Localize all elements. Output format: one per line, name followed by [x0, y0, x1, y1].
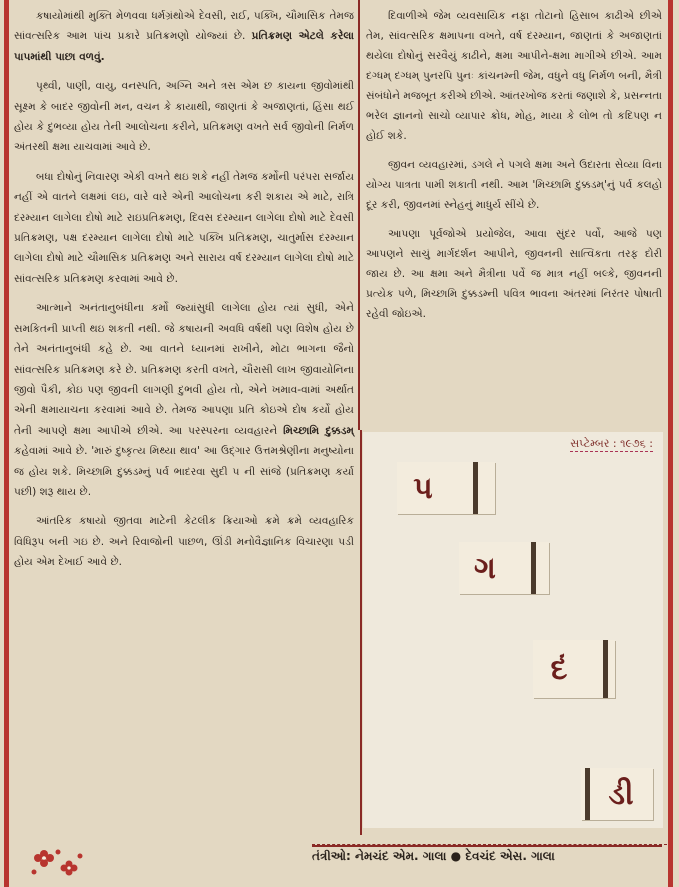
title-letter-1: પ	[413, 470, 433, 506]
right-column	[366, 6, 662, 333]
paragraph-3: બધા દોષોનું નિવારણ એકી વખતે થઇ શકે નહીં તેમજ કર્મોની પરંપરા સર્જાય નહીં એ વાતને લક્ષમાં લઇ, વારે વારે એની આલોચના કરી શકાય એ માટે, રાત્રિ દરમ્યાન લાગેલા દોષો માટે રાઇપ્રતિક્રમણ, દિવસ દરમ્યાન લાગેલા દોષો માટે દેવસી પ્રતિક્રમણ, પક્ષ દરમ્યાન લાગેલા દોષો માટે પક્ખિ પ્રતિક્રમણ, ચાતુર્માસ દરમ્યાન લાગેલા દોષો માટે ચૌમાસિક પ્રતિક્રમણ અને સારાય વર્ષ દરમ્યાન લાગેલા દોષો માટે સાંવત્સરિક પ્રતિક્રમણ કરવામાં આવે છે.	[14, 170, 354, 285]
paragraph-1	[14, 6, 354, 67]
paragraph-4-text-b: કહેવામાં આવે છે. 'મારું દુષ્કૃત્ય મિથ્યા થાવ' આ ઉદ્ગાર ઉત્તમશ્રેણીના મનુષ્યોના જ હોય શકે. મિચ્છામિ દુક્કડમ્નું પર્વ ભાદરવા સુદી ૫ ની સાંજે (પ્રતિક્રમણ કર્યા પછી) શરૂ થાય છે.	[14, 445, 354, 498]
title-letter-tile-1	[397, 462, 495, 514]
right-paragraph-3: આપણા પૂર્વજોએ પ્રયોજેલ, આવા સુંદર પર્વો, આજે પણ આપણને સાચું માર્ગદર્શન આપીને, જીવનની સાત્વિકતા તરફ દોરી જાય છે. આ ક્ષમા અને મૈત્રીના પર્વે જ માત્ર નહીં બલ્કે, જીવનની પ્રત્યેક પળે, મિચ્છામિ દુક્કડમ્ની પવિત્ર ભાવના અંતરમાં નિરંતર પોષાતી રહેવી જોઇએ.	[366, 228, 662, 320]
column-divider	[358, 0, 360, 430]
title-letter-4: ડી	[608, 776, 634, 812]
right-paragraph-2: જીવન વ્યવહારમાં, ડગલે ને પગલે ક્ષમા અને ઉદારતા સેવ્યા વિના યોગ્ય પાત્રતા પામી શકાતી નથી. આમ 'મિચ્છામિ દુક્કડમ્'નું પર્વ કલહો દૂર કરી, જીવનમાં સ્નેહનું માધુર્ય સીંચે છે.	[366, 159, 662, 211]
clipping-divider	[360, 430, 362, 835]
right-paragraph-1: દિવાળીએ જેમ વ્યવસાયિક નફા તોટાનો હિસાબ કાઢીએ છીએ તેમ, સાંવત્સરિક ક્ષમાપના વખતે, વર્ષ દરમ્યાન, જાણતાં કે અજાણતાં થયેલા દોષોનું સરવૈયું કાઢીને, ક્ષમા આપીને-ક્ષમા માગીએ છીએ. આમ દગ્ધમ્ દગ્ધમ્ પુનરપિ પુનઃ કાંચનમ્ની જેમ, વધુને વધુ નિર્મળ બની, મૈત્રી સંબંધોને મજબૂત કરીએ છીએ. આંતરખોજ કરતાં જણાશે કે, પ્રસન્નતા ભરેલ જ્ઞાનનો સાચો વ્યાપાર ક્રોધ, મોહ, માયા કે લોભ તો કદિપણ ન હોઈ શકે.	[366, 10, 662, 142]
title-letter-tile-2	[459, 542, 549, 594]
tile-bar	[603, 640, 608, 698]
title-clipping	[363, 432, 663, 828]
tile-bar	[531, 542, 536, 594]
title-letter-tile-3	[533, 640, 615, 698]
flower-ornament-icon	[28, 846, 88, 880]
title-letter-tile-4	[581, 768, 653, 820]
tile-bar	[473, 462, 478, 514]
paragraph-4	[14, 298, 354, 502]
right-red-border	[668, 0, 673, 887]
paragraph-4-text-a: આત્માને અનંતાનુબંધીના કર્મો જ્યાંસુધી લાગેલા હોય ત્યાં સુધી, એને સમકિતની પ્રાપ્તી થઇ શકતી નથી. જે કષાયની અવધિ વર્ષથી પણ વિશેષ હોય છે તેને અનંતાનુબંધી કહે છે. આ વાતને ધ્યાનમાં રાખીને, મોટા ભાગના જૈનો સાંવત્સરિક પ્રતિક્રમણ કરે છે. પ્રતિક્રમણ કરતી વખતે, ચૌરાસી લાખ જીવાયોનિના જીવો પૈકી, કોઇ પણ જીવની લાગણી દુભવી હોય તો, એને ખમાવ-વામાં અર્થાત એની ક્ષમાયાચના કરવામાં આવે છે. તેમજ આપણા પ્રતિ કોઇએ દોષ કર્યો હોય તેની આપણે ક્ષમા આપીએ છીએ. આ પરસ્પરના વ્યવહારને	[14, 302, 354, 437]
paragraph-4-emphasis: મિચ્છામિ દુક્કડમ્	[283, 424, 354, 437]
title-letter-2: ગ	[474, 550, 496, 586]
editors-credit: તંત્રીઓ: નેમચંદ એમ. ગાલા ● દેવચંદ એસ. ગાલા	[312, 845, 662, 864]
tile-bar	[585, 768, 590, 820]
paragraph-1-text: કષાયોમાંથી મુક્તિ મેળવવા ધર્મગ્રંથોએ દેવસી, રાઈ, પક્ખિ, ચૌમાસિક તેમજ સાંવત્સરિક આમ પાંચ પ્રકારે પ્રતિક્રમણો યોજ્યાં છે.	[14, 10, 354, 43]
paragraph-2: પૃથ્વી, પાણી, વાયુ, વનસ્પતિ, અગ્નિ અને ત્રસ એમ છ કાયના જીવોમાંથી સૂક્ષ્મ કે બાદર જીવોની મન, વચન કે કાયાથી, જાણતાં કે અજાણતાં, હિંસા થઈ હોય કે દુભવ્યા હોય તેની આલોચના કરીને, પ્રતિક્રમણ વખતે સર્વ જીવોની નિર્મળ અંતરથી ક્ષમા યાચવામાં આવે છે.	[14, 80, 354, 154]
dateline: સપ્ટેમ્બર : ૧૯૭૬ :	[570, 437, 653, 450]
paragraph-5: આંતરિક કષાયો જીતવા માટેની કેટલીક ક્રિયાઓ ક્રમે ક્રમે વ્યવહારિક વિધિરૂપ બની ગઇ છે. અને રિવાજોની પાછળ, ઊંડી મનોવૈજ્ઞાનિક વિચારણા પડી હોય એમ દેખાઈ આવે છે.	[14, 515, 354, 569]
left-column	[14, 6, 354, 582]
left-red-border	[4, 0, 9, 887]
title-letter-3: દં	[550, 651, 568, 687]
paragraph-1-emphasis: પ્રતિક્રમણ એટલે કરેલા પાપમાંથી પાછા વળવું.	[14, 30, 354, 63]
